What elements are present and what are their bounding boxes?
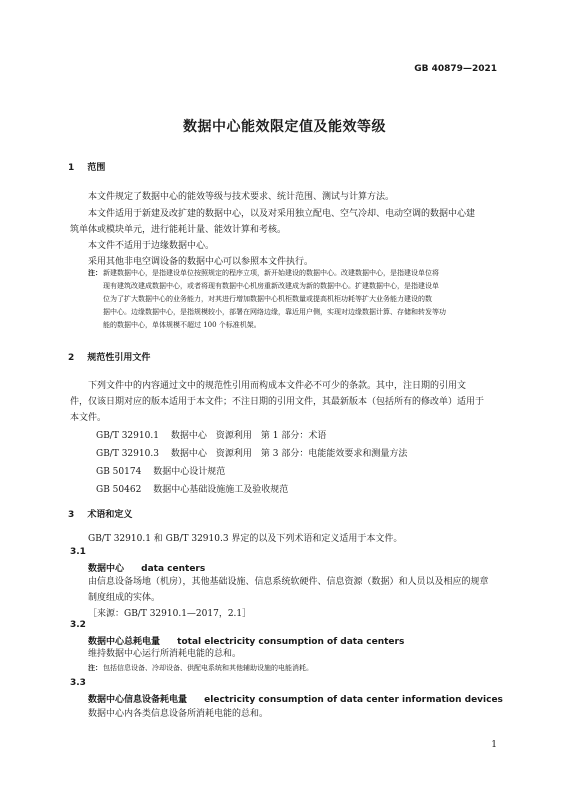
reference-title: 数据中心基础设施施工及验收规范: [153, 485, 289, 495]
s1-note-line-3: 位为了扩大数据中心的业务能力，对其进行增加数据中心机柜数量或提高机柜功耗等扩大业务能力建设的数: [103, 295, 432, 303]
reference-title: 数据中心 资源利用 第 3 部分：电能能效要求和测量方法: [170, 449, 408, 459]
s1-note-label: 注：: [88, 269, 102, 277]
term-3-1-source: ［来源：GB/T 32910.1—2017，2.1］: [88, 609, 252, 619]
term-3-1-english: data centers: [141, 564, 206, 574]
reference-code: GB/T 32910.1: [96, 431, 159, 441]
section-3-title: 术语和定义: [87, 510, 133, 520]
section-3-number: 3: [68, 510, 75, 520]
s2-paragraph-line-1: 下列文件中的内容通过文中的规范性引用而构成本文件必不可少的条款。其中，注日期的引用文: [88, 381, 467, 391]
section-2-title: 规范性引用文件: [87, 353, 151, 363]
reference-title: 数据中心设计规范: [153, 467, 226, 477]
s2-paragraph-line-2: 件，仅该日期对应的版本适用于本文件；不注日期的引用文件，其最新版本（包括所有的修改单）适用于: [70, 397, 485, 407]
reference-code: GB 50462: [96, 485, 142, 495]
section-1-heading: [68, 160, 105, 173]
term-3-2-note: 包括信息设备、冷却设备、供配电系统和其他辅助设施的电能消耗。: [103, 664, 313, 672]
page-number: 1: [491, 740, 497, 750]
term-3-1-number: 3.1: [70, 547, 86, 557]
term-3-1-definition-line-1: 由信息设备场地（机房），其他基础设施、信息系统软硬件、信息资源（数据）和人员以及相应的规章: [88, 577, 489, 587]
term-3-2-number: 3.2: [70, 620, 86, 630]
s1-note-line-5: 能的数据中心，单体规模不超过 100 个标准机架。: [103, 321, 261, 329]
term-3-1-heading: [88, 561, 205, 574]
term-3-2-chinese: 数据中心总耗电量: [88, 637, 161, 647]
term-3-2-english: total electricity consumption of data centers: [177, 637, 405, 647]
s1-paragraph-3: 本文件不适用于边缘数据中心。: [88, 241, 215, 251]
reference-title: 数据中心 资源利用 第 1 部分：术语: [170, 431, 327, 441]
s2-paragraph-line-3: 本文件。: [70, 413, 107, 423]
term-3-3-definition: 数据中心内各类信息设备所消耗电能的总和。: [88, 709, 269, 719]
term-3-2-definition: 维持数据中心运行所消耗电能的总和。: [88, 649, 242, 659]
reference-item: [96, 464, 237, 477]
reference-code: GB/T 32910.3: [96, 449, 159, 459]
term-3-2-note-label: 注：: [88, 664, 102, 672]
s3-intro: GB/T 32910.1 和 GB/T 32910.3 界定的以及下列术语和定义适用于本文件。: [88, 534, 403, 544]
term-3-1-chinese: 数据中心: [88, 564, 125, 574]
section-1-title: 范围: [87, 163, 106, 173]
s1-note-line-2: 现有建筑改建成数据中心，或者将现有数据中心机房重新改建成为新的数据中心。扩建数据中心，是指建设单: [103, 282, 439, 290]
s1-note-line-4: 据中心。边缘数据中心，是指规模较小，部署在网络边缘，靠近用户侧，实现对边缘数据计算、存储和转发等功: [103, 308, 446, 316]
page-title: 数据中心能效限定值及能效等级: [183, 119, 386, 135]
s1-paragraph-2-line-2: 筑单体或模块单元，进行能耗计量、能效计算和考核。: [70, 225, 287, 235]
section-1-number: 1: [68, 163, 75, 173]
reference-code: GB 50174: [96, 467, 142, 477]
section-3-heading: [68, 507, 132, 520]
reference-item: [96, 446, 419, 459]
s1-note-line-1: 新建数据中心，是指建设单位按照规定的程序立项，新开始建设的数据中心。改建数据中心，是指建设单位将: [103, 269, 439, 277]
section-2-number: 2: [68, 353, 75, 363]
s1-paragraph-4: 采用其他非电空调设备的数据中心可以参照本文件执行。: [88, 257, 314, 267]
document-code: GB 40879—2021: [414, 64, 497, 74]
section-2-heading: [68, 350, 150, 363]
term-3-3-chinese: 数据中心信息设备耗电量: [88, 695, 188, 705]
term-3-3-heading: [88, 692, 503, 705]
reference-item: [96, 428, 338, 441]
term-3-1-definition-line-2: 制度组成的实体。: [88, 593, 161, 603]
term-3-3-english: electricity consumption of data center information devices: [204, 695, 503, 705]
term-3-3-number: 3.3: [70, 678, 86, 688]
s1-paragraph-2-line-1: 本文件适用于新建及改扩建的数据中心，以及对采用独立配电、空气冷却、电动空调的数据中心建: [88, 209, 476, 219]
reference-item: [96, 482, 300, 495]
s1-paragraph-1: 本文件规定了数据中心的能效等级与技术要求、统计范围、测试与计算方法。: [88, 192, 395, 202]
